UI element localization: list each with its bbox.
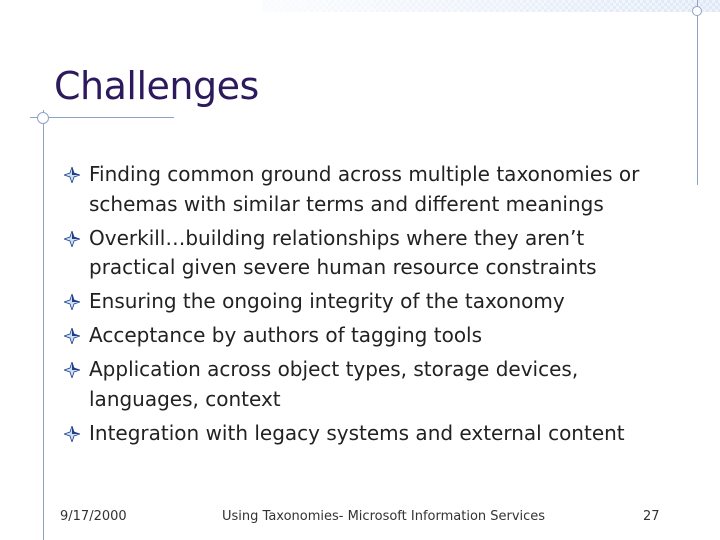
bullet-line: schemas with similar terms and different meanings bbox=[89, 191, 604, 216]
bullet-item bbox=[62, 419, 702, 449]
decorative-vertical-line-right bbox=[697, 0, 698, 185]
footer-page-number: 27 bbox=[643, 509, 660, 524]
bullet-line: Overkill…building relationships where they aren’t bbox=[89, 225, 585, 250]
four-point-star-icon bbox=[64, 328, 80, 344]
bullet-line: languages, context bbox=[89, 386, 281, 411]
four-point-star-icon bbox=[64, 426, 80, 442]
bullet-line: Integration with legacy systems and external content bbox=[89, 420, 625, 445]
decorative-ring-right bbox=[692, 6, 702, 16]
four-point-star-icon bbox=[64, 231, 80, 247]
decorative-ring-left bbox=[37, 112, 49, 124]
bullet-item bbox=[62, 355, 702, 414]
four-point-star-icon bbox=[64, 167, 80, 183]
footer-date: 9/17/2000 bbox=[60, 509, 127, 524]
footer-presentation-title: Using Taxonomies- Microsoft Information Services bbox=[222, 509, 546, 524]
four-point-star-icon bbox=[64, 294, 80, 310]
decorative-checker-fade bbox=[262, 0, 720, 12]
bullet-item bbox=[62, 287, 702, 317]
four-point-star-icon bbox=[64, 362, 80, 378]
slide-title: Challenges bbox=[54, 64, 259, 108]
bullet-line: Ensuring the ongoing integrity of the taxonomy bbox=[89, 289, 565, 313]
bullet-item bbox=[62, 321, 702, 351]
bullet-line: Finding common ground across multiple taxonomies or bbox=[89, 162, 640, 186]
decorative-vertical-line-left bbox=[43, 110, 44, 540]
title-underline bbox=[30, 117, 174, 118]
bullet-item bbox=[62, 160, 702, 219]
bullet-item bbox=[62, 224, 702, 283]
bullet-line: Application across object types, storage devices, bbox=[89, 357, 579, 381]
bullet-list bbox=[62, 160, 702, 453]
bullet-line: practical given severe human resource constraints bbox=[89, 255, 597, 279]
bullet-line: Acceptance by authors of tagging tools bbox=[89, 323, 483, 347]
